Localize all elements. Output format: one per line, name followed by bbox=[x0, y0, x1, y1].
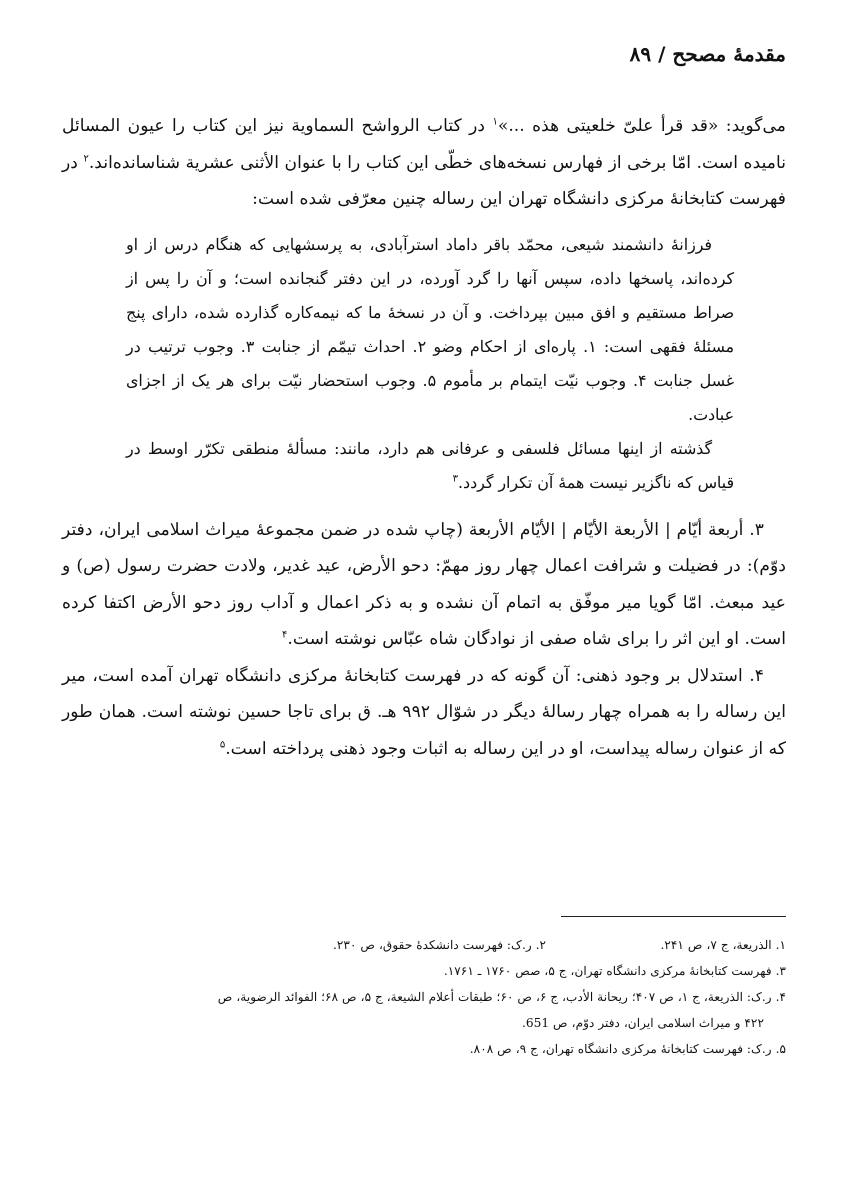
paragraph-item-4-text: ۴. استدلال بر وجود ذهنی: آن گونه که در فهرست کتابخانهٔ مرکزی دانشگاه تهران آمده است، میر این رساله را به همراه چهار رسالهٔ دیگر در شوّال ۹۹۲ هـ. ق برای تاجا حسین نوشته است. همان طور که از عنوان رساله پیداست، او در این رساله به اثبات وجود ذهنی پرداخته است. bbox=[62, 665, 787, 759]
quote-paragraph-1: فرزانهٔ دانشمند شیعی، محمّد باقر داماد استرآبادی، به پرسشهایی که هنگام درس از او کرده‌اند، پاسخها داده، سپس آنها را گرد آورده، در این دفتر گنجانده است؛ و آن را پس از صراط مستقیم و افق مبین بپرداخت. و آن در نسخهٔ ما که نیمه‌کاره گذارده شده، دارای پنج مسئلهٔ فقهی است: ۱. پاره‌ای از احکام وضو ۲. احداث تیمّم از جنابت ۳. وجوب ترتیب در غسل جنابت ۴. وجوب نیّت ایتمام بر مأموم ۵. وجوب استحضار نیّت برای هر یک از اجزای عبادت. bbox=[126, 234, 734, 424]
paragraph-intro-text-a: می‌گوید: «قد قرأ علیّ خلعیتی هذه ...» bbox=[497, 116, 786, 136]
paragraph-intro-text-c: در فهرست کتابخانهٔ مرکزی دانشگاه تهران این رساله چنین معرّفی شده است: bbox=[62, 152, 786, 209]
footnote-ref-1[interactable]: ۱ bbox=[492, 116, 498, 128]
footnote-ref-3[interactable]: ۳ bbox=[452, 473, 459, 485]
paragraph-item-3 bbox=[62, 512, 786, 658]
main-text bbox=[62, 108, 786, 767]
footnote-ref-2[interactable]: ۲ bbox=[83, 152, 89, 164]
running-head: مقدمهٔ مصحح / ۸۹ bbox=[629, 42, 786, 66]
footnote-4-line-2: ۴۲۲ و میراث اسلامی ایران، دفتر دوّم، ص 651. bbox=[522, 1016, 764, 1030]
footnote-3: ۳. فهرست کتابخانهٔ مرکزی دانشگاه تهران، ج ۵، صص ۱۷۶۰ ـ ۱۷۶۱. bbox=[443, 964, 786, 978]
footnote-5: ۵. ر.ک: فهرست کتابخانهٔ مرکزی دانشگاه تهران، ج ۹، ص ۸۰۸. bbox=[469, 1042, 786, 1056]
quote-paragraph-2 bbox=[126, 432, 734, 500]
quote-paragraph-2-text: گذشته از اینها مسائل فلسفی و عرفانی هم دارد، مانند: مسألهٔ منطقی تکرّر اوسط در قیاس که ناگزیر نیست همهٔ آن تکرار گردد. bbox=[126, 438, 734, 492]
footnote-ref-4[interactable]: ۴ bbox=[282, 629, 288, 641]
paragraph-item-4 bbox=[62, 658, 786, 768]
paragraph-intro-text-b: در کتاب الرواشح السماویة نیز این کتاب را عیون المسائل نامیده است. امّا برخی از فهارس نسخه‌های خطّی این کتاب را با عنوان الأثنی عشریة شناسانده‌اند. bbox=[62, 116, 787, 173]
footnote-2: ۲. ر.ک: فهرست دانشکدهٔ حقوق، ص ۲۳۰. bbox=[332, 938, 546, 952]
footnote-4-line-1: ۴. ر.ک: الذریعة، ج ۱، ص ۴۰۷؛ ریحانة الأدب، ج ۶، ص ۶۰؛ طبقات أعلام الشیعة، ج ۵، ص ۶۸؛ الفوائد الرضویة، ص bbox=[217, 990, 786, 1004]
footnote-ref-5[interactable]: ۵ bbox=[219, 738, 226, 750]
paragraph-item-3-text: ۳. أربعة أیّام | الأربعة الأیّام | الأیّام الأربعة (چاپ شده در ضمن مجموعهٔ میراث اسلامی ایران، دفتر دوّم): در فضیلت و شرافت اعمال چهار روز مهمّ: دحو الأرض، عید غدیر، ولادت حضرت رسول (ص) و عید مبعث. امّا گویا میر موفّق به اتمام آن نشده و به ذکر اعمال و آداب روز دحو الأرض اکتفا کرده است. او این اثر را برای شاه صفی از نوادگان شاه عبّاس نوشته است. bbox=[62, 519, 786, 649]
footnotes bbox=[62, 932, 786, 1062]
footnote-row-1-2 bbox=[62, 932, 786, 958]
block-quote bbox=[126, 228, 734, 500]
footnote-divider bbox=[561, 916, 786, 917]
paragraph-intro bbox=[62, 108, 786, 218]
footnote-1: ۱. الذریعة، ج ۷، ص ۲۴۱. bbox=[660, 938, 786, 952]
